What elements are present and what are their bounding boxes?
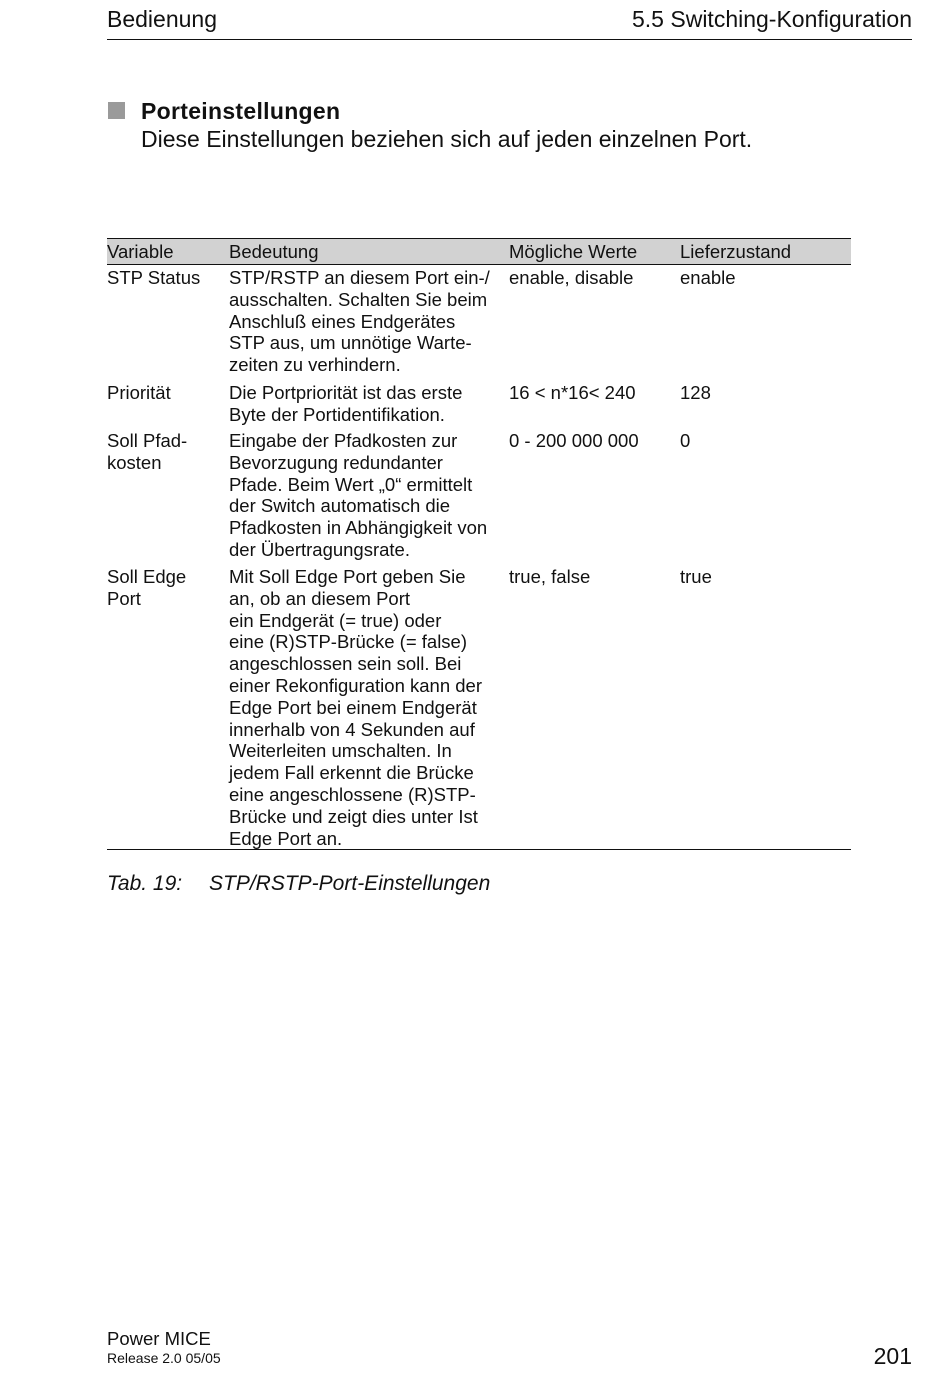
section-title: Porteinstellungen [141,98,341,124]
header-default: Lieferzustand [680,241,792,262]
footer-release: Release 2.0 05/05 [107,1350,221,1366]
table-bottom-rule [107,849,851,850]
cell-variable [107,430,225,474]
cell-line: eine angeschlossene (R)STP- [229,783,476,805]
cell-variable [107,382,225,404]
cell-line: Pfadkosten in Abhängigkeit von [229,517,488,539]
cell-line: Priorität [107,382,171,403]
header-values: Mögliche Werte [509,241,638,262]
cell-default: enable [680,267,736,288]
header-rule [107,39,912,40]
cell-line: Weiterleiten umschalten. In [229,740,452,762]
cell-default: 0 [680,430,691,451]
cell-line: an, ob an diesem Port [229,587,410,609]
cell-values: enable, disable [509,267,634,288]
table-row [107,382,851,430]
cell-meaning [229,267,509,376]
cell-line: Bevorzugung redundanter [229,451,443,473]
table-row [107,430,851,566]
cell-line: Soll Pfad- [107,430,188,451]
cell-line: Port [107,587,141,609]
cell-values: true, false [509,566,591,587]
cell-line: Soll Edge [107,566,187,587]
footer-product: Power MICE [107,1328,211,1349]
cell-line: Edge Port bei einem Endgerät [229,696,477,718]
cell-values: 16 < n*16< 240 [509,382,636,403]
caption-label: Tab. 19: [107,872,183,895]
settings-table [107,238,851,850]
cell-line: STP Status [107,267,201,288]
cell-line: angeschlossen sein soll. Bei [229,653,462,675]
cell-line: ein Endgerät (= true) oder [229,609,442,631]
page-number: 201 [873,1343,912,1369]
header-meaning: Bedeutung [229,241,319,262]
cell-line: STP aus, um unnötige Warte- [229,332,472,354]
cell-line: jedem Fall erkennt die Brücke [229,762,474,784]
table-header-row [107,238,851,265]
page-header-right: 5.5 Switching-Konfiguration [632,6,912,32]
cell-line: Brücke und zeigt dies unter Ist [229,805,478,827]
table-row [107,566,851,850]
cell-meaning [229,566,509,849]
header-variable: Variable [107,241,174,262]
cell-variable [107,566,225,610]
cell-meaning [229,430,509,561]
cell-line: Anschluß eines Endgerätes [229,310,456,332]
cell-line: ausschalten. Schalten Sie beim [229,288,488,310]
caption-text: STP/RSTP-Port-Einstellungen [209,872,491,895]
cell-line: Die Portpriorität ist das erste [229,382,463,403]
cell-default: 128 [680,382,711,403]
cell-line: zeiten zu verhindern. [229,354,401,376]
section-description: Diese Einstellungen beziehen sich auf jeden einzelnen Port. [141,126,753,152]
cell-line: einer Rekonfiguration kann der [229,674,482,696]
cell-line: Eingabe der Pfadkosten zur [229,430,458,451]
cell-line: der Übertragungsrate. [229,538,410,560]
cell-meaning [229,382,509,426]
cell-line: Edge Port an. [229,827,343,849]
cell-line: Mit Soll Edge Port geben Sie [229,566,466,587]
cell-line: eine (R)STP-Brücke (= false) [229,631,467,653]
cell-line: innerhalb von 4 Sekunden auf [229,718,475,740]
cell-line: kosten [107,451,162,473]
table-row [107,267,851,379]
cell-line: Byte der Portidentifikation. [229,403,445,425]
page-header-left: Bedienung [107,6,217,32]
cell-default: true [680,566,712,587]
cell-variable [107,267,225,289]
section-marker-icon [108,102,125,119]
cell-line: Pfade. Beim Wert „0“ ermittelt [229,473,473,495]
cell-line: der Switch automatisch die [229,495,451,517]
cell-line: STP/RSTP an diesem Port ein-/ [229,267,490,288]
cell-values: 0 - 200 000 000 [509,430,639,451]
